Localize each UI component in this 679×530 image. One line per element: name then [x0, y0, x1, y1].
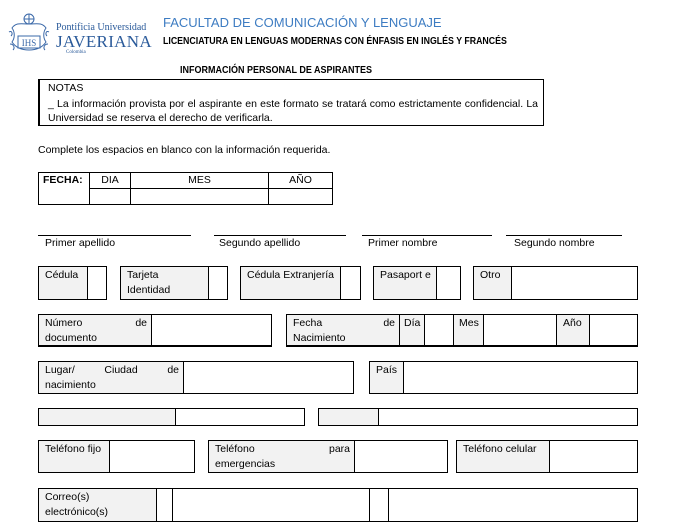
day-header: DIA [90, 173, 131, 189]
label-word: documento [45, 332, 97, 344]
university-logo [6, 10, 154, 58]
birth-year-label: Año [557, 315, 590, 345]
day-field[interactable] [90, 189, 131, 205]
tarjeta-checkbox[interactable] [209, 267, 227, 299]
extra-field-left[interactable] [176, 409, 304, 425]
mobile-phone-row [456, 440, 638, 473]
mobile-phone-label: Teléfono celular [457, 441, 550, 472]
extra-label-left [39, 409, 176, 425]
year-field[interactable] [269, 189, 333, 205]
label-word: Fecha [293, 317, 323, 329]
second-surname-label: Segundo apellido [219, 237, 301, 249]
country-field[interactable] [404, 362, 637, 393]
birth-year-field[interactable] [590, 315, 637, 345]
email-checkbox-1[interactable] [157, 489, 173, 521]
doc-type-cedula [38, 266, 107, 300]
country-label: País [370, 362, 404, 393]
country-row [369, 361, 638, 394]
mobile-phone-field[interactable] [550, 441, 637, 472]
notes-box [38, 79, 544, 126]
doc-type-pasaporte [373, 266, 461, 300]
first-surname-field[interactable] [38, 235, 191, 236]
label-word: nacimiento [45, 379, 96, 391]
notes-text: _ La información provista por el aspirante en este formato se tratará como estrictamente confidencial. La Universidad se reserva el derecho de verificarla. [48, 98, 538, 124]
landline-row [38, 440, 195, 473]
logo-text-pontificia: Pontificia Universidad [56, 22, 147, 33]
birth-day-label: Día [400, 315, 425, 345]
notes-heading: NOTAS [48, 82, 84, 94]
first-surname-label: Primer apellido [45, 237, 116, 249]
instructions: Complete los espacios en blanco con la información requerida. [38, 144, 331, 156]
email-field-1[interactable] [173, 489, 370, 521]
birth-month-field[interactable] [484, 315, 557, 345]
extra-row-left [38, 408, 305, 426]
extranjeria-checkbox[interactable] [341, 267, 360, 299]
birth-day-field[interactable] [425, 315, 454, 345]
birth-date-row [286, 314, 638, 347]
second-name-label: Segundo nombre [514, 237, 595, 249]
landline-label: Teléfono fijo [39, 441, 110, 472]
document-number-row [38, 314, 272, 347]
label-word: de [135, 317, 147, 329]
logo-text-javeriana: JAVERIANA [56, 32, 152, 51]
otro-field[interactable] [512, 267, 637, 299]
extranjeria-label: Cédula Extranjería [241, 267, 341, 299]
logo-text-colombia: Colombia [66, 50, 86, 55]
label-word: Nacimiento [293, 332, 346, 344]
label-word: de [167, 364, 179, 376]
pasaporte-checkbox[interactable] [437, 267, 460, 299]
doc-type-otro [473, 266, 638, 300]
second-surname-field[interactable] [214, 235, 346, 236]
birth-place-label [39, 362, 184, 393]
svg-text:IHS: IHS [21, 38, 37, 48]
email-row [38, 488, 638, 522]
program-title: LICENCIATURA EN LENGUAS MODERNAS CON ÉNFASIS EN INGLÉS Y FRANCÉS [163, 36, 507, 47]
label-word: emergencias [215, 458, 276, 470]
date-label: FECHA: [39, 173, 90, 205]
month-header: MES [131, 173, 269, 189]
emergency-phone-field[interactable] [355, 441, 447, 472]
birth-place-field[interactable] [184, 362, 353, 393]
first-name-field[interactable] [362, 235, 492, 236]
pasaporte-label: Pasaport e [374, 267, 437, 299]
cedula-checkbox[interactable] [88, 267, 106, 299]
label-word: Número [45, 317, 83, 329]
extra-row-right [318, 408, 638, 426]
year-header: AÑO [269, 173, 333, 189]
label-word: Ciudad [104, 364, 138, 376]
faculty-title: FACULTAD DE COMUNICACIÓN Y LENGUAJE [163, 15, 442, 30]
birth-date-label [287, 315, 400, 345]
first-name-label: Primer nombre [368, 237, 438, 249]
document-number-field[interactable] [152, 315, 271, 345]
extra-field-right[interactable] [379, 409, 637, 425]
doc-type-tarjeta [120, 266, 228, 300]
label-word: de [383, 317, 395, 329]
label-word: para [328, 443, 350, 455]
label-word: Teléfono [215, 443, 255, 455]
university-crest-icon [6, 10, 52, 56]
birth-month-label: Mes [454, 315, 484, 345]
cedula-label: Cédula [39, 267, 88, 299]
page-title: INFORMACIÓN PERSONAL DE ASPIRANTES [180, 65, 373, 76]
email-label: Correo(s) electrónico(s) [39, 489, 157, 521]
emergency-phone-label [209, 441, 355, 472]
label-word: Lugar/ [45, 364, 75, 376]
birth-place-row [38, 361, 354, 394]
email-field-2[interactable] [389, 489, 637, 521]
landline-field[interactable] [110, 441, 194, 472]
doc-type-extranjeria [240, 266, 361, 300]
extra-label-right [319, 409, 379, 425]
tarjeta-label: Tarjeta Identidad [121, 267, 209, 299]
emergency-phone-row [208, 440, 448, 473]
second-name-field[interactable] [506, 235, 622, 236]
email-checkbox-2[interactable] [370, 489, 389, 521]
month-field[interactable] [131, 189, 269, 205]
otro-label: Otro [474, 267, 512, 299]
date-table [38, 172, 333, 205]
document-number-label [39, 315, 152, 345]
